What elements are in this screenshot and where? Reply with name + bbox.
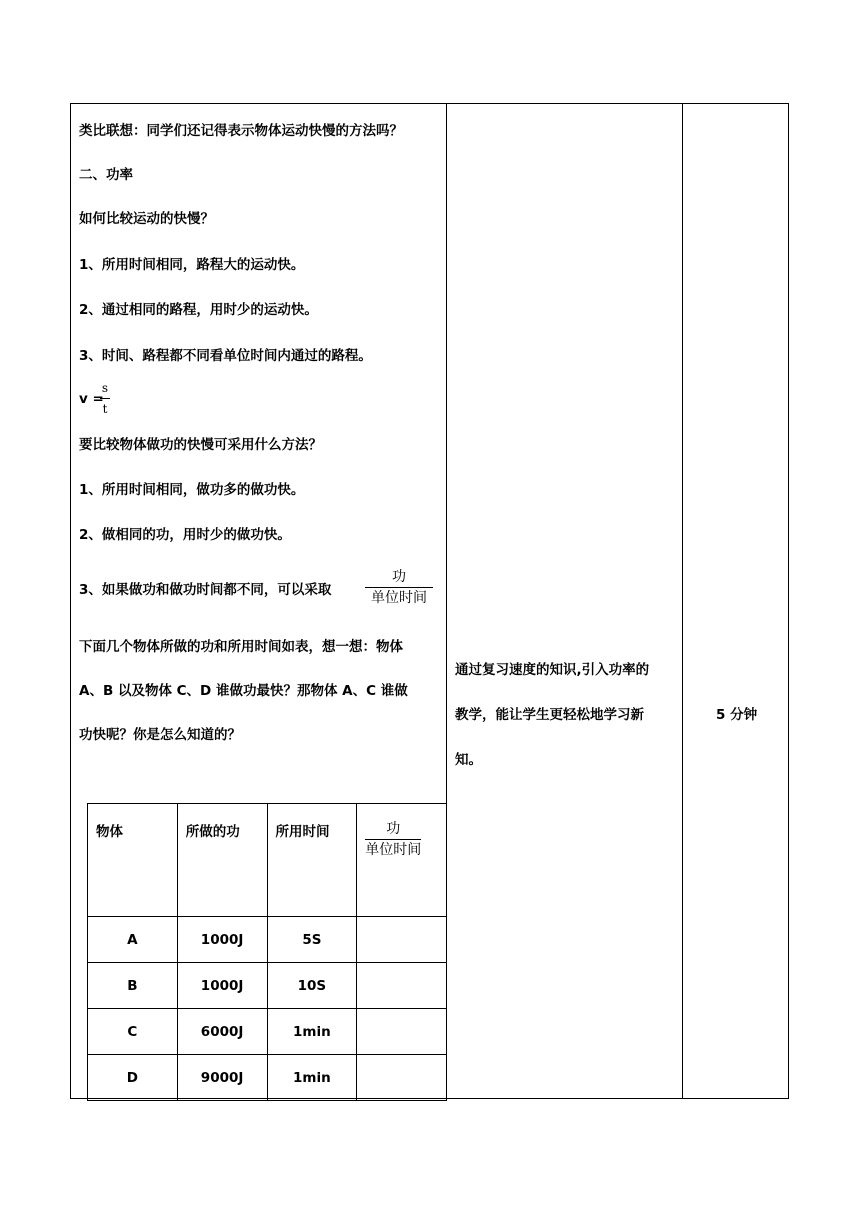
header-power-fraction [365,820,421,859]
section-heading: 二、功率 [79,167,133,183]
power-fraction [365,568,433,607]
table-question-line-3: 功快呢？你是怎么知道的？ [79,727,241,743]
table-row [88,1055,447,1101]
work-time-table [87,803,447,1101]
cell-object: A [88,917,178,963]
power-denominator: 单位时间 [371,590,427,606]
cell-work: 6000J [177,1009,267,1055]
table-row [88,1009,447,1055]
time-allocation: 5 分钟 [716,707,758,723]
velocity-denominator: t [102,402,108,416]
cell-time: 5S [267,917,357,963]
cell-object: B [88,963,178,1009]
cell-power [357,1009,447,1055]
fraction-bar [365,839,421,840]
velocity-numerator: s [101,381,109,395]
work-method-2: 2、做相同的功，用时少的做功快。 [79,527,291,543]
analogy-prompt: 类比联想：同学们还记得表示物体运动快慢的方法吗？ [79,123,403,139]
cell-power [357,1055,447,1101]
header-power [357,804,447,917]
design-intent-line-1: 通过复习速度的知识,引入功率的 [455,662,650,678]
fraction-bar [365,587,433,588]
question-work-rate: 要比较物体做功的快慢可采用什么方法？ [79,437,322,453]
work-method-3: 3、如果做功和做功时间都不同，可以采取 [79,582,332,598]
column-divider-2 [682,104,683,1098]
header-object: 物体 [88,804,178,917]
design-intent-line-2: 教学，能让学生更轻松地学习新 [455,707,644,723]
design-intent-line-3: 知。 [455,752,482,768]
cell-work: 9000J [177,1055,267,1101]
cell-time: 1min [267,1055,357,1101]
fraction-bar [100,398,110,399]
cell-time: 1min [267,1009,357,1055]
method-1: 1、所用时间相同，路程大的运动快。 [79,257,305,273]
cell-power [357,917,447,963]
cell-object: D [88,1055,178,1101]
method-3: 3、时间、路程都不同看单位时间内通过的路程。 [79,348,372,364]
work-method-1: 1、所用时间相同，做功多的做功快。 [79,482,305,498]
cell-work: 1000J [177,963,267,1009]
cell-time: 10S [267,963,357,1009]
cell-work: 1000J [177,917,267,963]
header-time: 所用时间 [267,804,357,917]
cell-power [357,963,447,1009]
cell-object: C [88,1009,178,1055]
table-header-row [88,804,447,917]
power-numerator: 功 [392,569,406,585]
velocity-lhs: v = [79,391,104,407]
lesson-table [70,103,789,1099]
method-2: 2、通过相同的路程，用时少的运动快。 [79,302,318,318]
velocity-fraction [100,379,110,418]
table-question-line-2: A、B 以及物体 C、D 谁做功最快？那物体 A、C 谁做 [79,683,408,699]
table-question-line-1: 下面几个物体所做的功和所用时间如表，想一想：物体 [79,639,403,655]
table-row [88,917,447,963]
header-power-denominator: 单位时间 [365,842,422,858]
table-row [88,963,447,1009]
header-power-numerator: 功 [386,821,401,837]
question-speed: 如何比较运动的快慢？ [79,211,214,227]
header-work: 所做的功 [177,804,267,917]
